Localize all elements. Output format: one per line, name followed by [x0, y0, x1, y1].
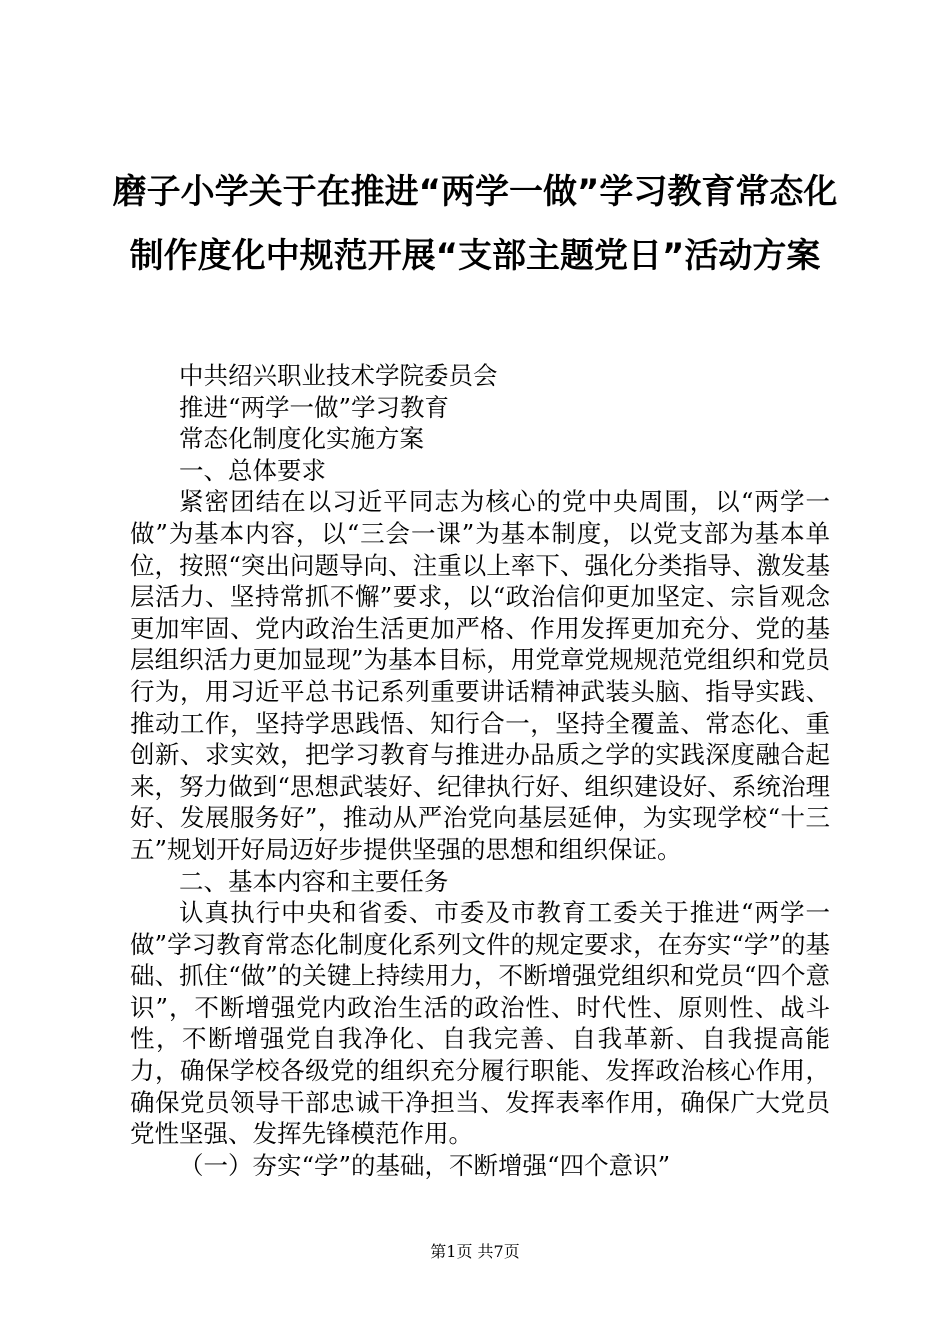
subtitle-line-1: 推进“两学一做”学习教育: [179, 392, 450, 422]
document-body: [130, 360, 830, 1181]
issuer-line: 中共绍兴职业技术学院委员会: [179, 361, 498, 390]
document-title: 磨子小学关于在推进“两学一做”学习教育常态化制作度化中规范开展“支部主题党日”活动方案: [112, 172, 838, 276]
section-heading-1: 一、总体要求: [179, 455, 326, 485]
section-heading-2: 二、基本内容和主要任务: [179, 866, 449, 896]
subtitle-line-2: 常态化制度化实施方案: [179, 424, 424, 454]
body-paragraph-2: 认真执行中央和省委、市委及市教育工委关于推进“两学一做”学习教育常态化制度化系列文件的规定要求，在夯实“学”的基础、抓住“做”的关键上持续用力，不断增强党组织和党员“四个意识”，不断增强党内政治生活的政治性、时代性、原则性、战斗性，不断增强党自我净化、自我完善、自我革新、自我提高能力，确保学校各级党的组织充分履行职能、发挥政治核心作用，确保党员领导干部忠诚干净担当、发挥表率作用，确保广大党员党性坚强、发挥先锋模范作用。: [130, 898, 830, 1149]
subsection-heading-1: （一）夯实“学”的基础，不断增强“四个意识”: [179, 1150, 671, 1180]
page-footer: 第1页 共7页: [430, 1242, 520, 1261]
body-paragraph-1: 紧密团结在以习近平同志为核心的党中央周围，以“两学一做”为基本内容，以“三会一课”为基本制度，以党支部为基本单位，按照“突出问题导向、注重以上率下、强化分类指导、激发基层活力、坚持常抓不懈”要求，以“政治信仰更加坚定、宗旨观念更加牢固、党内政治生活更加严格、作用发挥更加充分、党的基层组织活力更加显现”为基本目标，用党章党规规范党组织和党员行为，用习近平总书记系列重要讲话精神武装头脑、指导实践、推动工作，坚持学思践悟、知行合一，坚持全覆盖、常态化、重创新、求实效，把学习教育与推进办品质之学的实践深度融合起来，努力做到“思想武装好、纪律执行好、组织建设好、系统治理好、发展服务好”，推动从严治党向基层延伸，为实现学校“十三五”规划开好局迈好步提供坚强的思想和组织保证。: [130, 487, 830, 864]
